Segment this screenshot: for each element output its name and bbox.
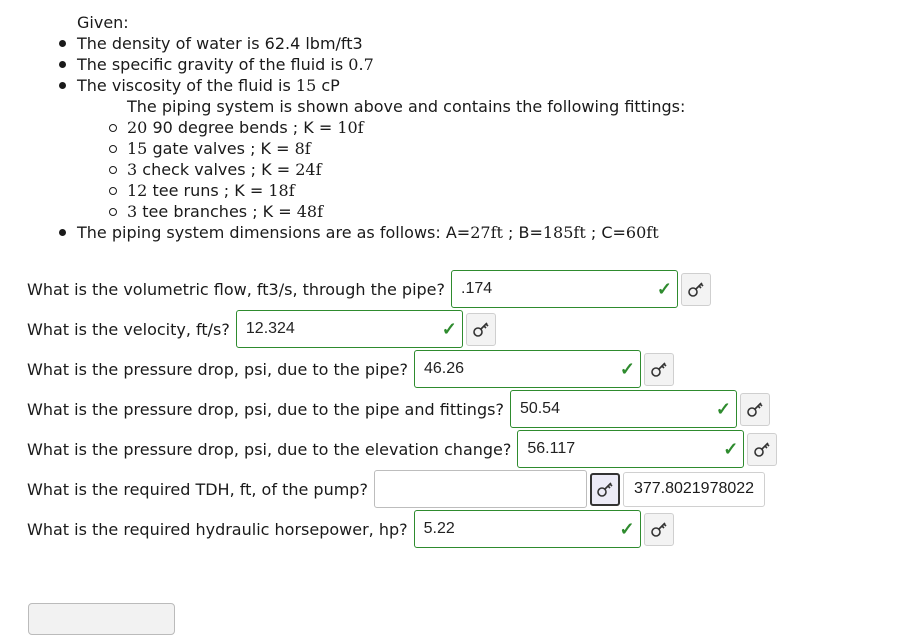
key-icon[interactable] [644, 513, 674, 546]
question-row [27, 470, 765, 508]
answer-input[interactable]: .174 ✓ [451, 270, 678, 308]
check-icon: ✓ [619, 518, 635, 539]
question-row [27, 510, 674, 548]
check-icon: ✓ [656, 278, 673, 299]
list-item: The piping system dimensions are as follows: A=27ft ; B=185ft ; C=60ft [0, 222, 685, 243]
list-item: 3 check valves ; K = 24f [0, 159, 685, 180]
key-icon[interactable] [590, 473, 620, 506]
question-row [27, 350, 674, 388]
fittings-intro: The piping system is shown above and contains the following fittings: [127, 97, 686, 116]
check-icon: ✓ [715, 398, 731, 419]
question-label: What is the velocity, ft/s? [27, 319, 230, 339]
question-label: What is the volumetric flow, ft3/s, through the pipe? [27, 279, 446, 299]
given-list [0, 33, 685, 243]
list-item: 12 tee runs ; K = 18f [0, 180, 685, 201]
revealed-answer: 377.8021978022 [623, 472, 765, 507]
question-label: What is the pressure drop, psi, due to the elevation change? [27, 439, 512, 459]
given-heading: Given: [77, 13, 129, 32]
list-item: The viscosity of the fluid is 15 cP [0, 75, 685, 96]
answer-input[interactable]: 56.117 ✓ [517, 430, 744, 468]
list-item: 3 tee branches ; K = 48f [0, 201, 685, 222]
question-row [27, 430, 777, 468]
key-icon[interactable] [681, 273, 711, 306]
key-icon[interactable] [466, 313, 496, 346]
check-icon: ✓ [619, 358, 635, 379]
question-label: What is the pressure drop, psi, due to the pipe? [27, 359, 408, 379]
check-icon: ✓ [723, 438, 739, 459]
list-item: 15 gate valves ; K = 8f [0, 138, 685, 159]
answer-input[interactable] [374, 470, 587, 508]
question-row [27, 270, 711, 308]
answer-input[interactable]: 5.22 ✓ [414, 510, 641, 548]
question-row [27, 310, 496, 348]
key-icon[interactable] [740, 393, 770, 426]
question-label: What is the pressure drop, psi, due to the pipe and fittings? [27, 399, 504, 419]
question-label: What is the required hydraulic horsepower, hp? [27, 519, 408, 539]
list-item: 20 90 degree bends ; K = 10f [0, 117, 685, 138]
key-icon[interactable] [644, 353, 674, 386]
question-row [27, 390, 770, 428]
answer-input[interactable]: 12.324 ✓ [236, 310, 463, 348]
answer-input[interactable]: 50.54 ✓ [510, 390, 737, 428]
list-item: The density of water is 62.4 lbm/ft3 [0, 33, 685, 54]
question-label: What is the required TDH, ft, of the pump? [27, 479, 368, 499]
check-icon: ✓ [441, 318, 457, 339]
check-answers-button[interactable] [28, 603, 175, 635]
list-item: The specific gravity of the fluid is 0.7 [0, 54, 685, 75]
key-icon[interactable] [747, 433, 777, 466]
answer-input[interactable]: 46.26 ✓ [414, 350, 641, 388]
